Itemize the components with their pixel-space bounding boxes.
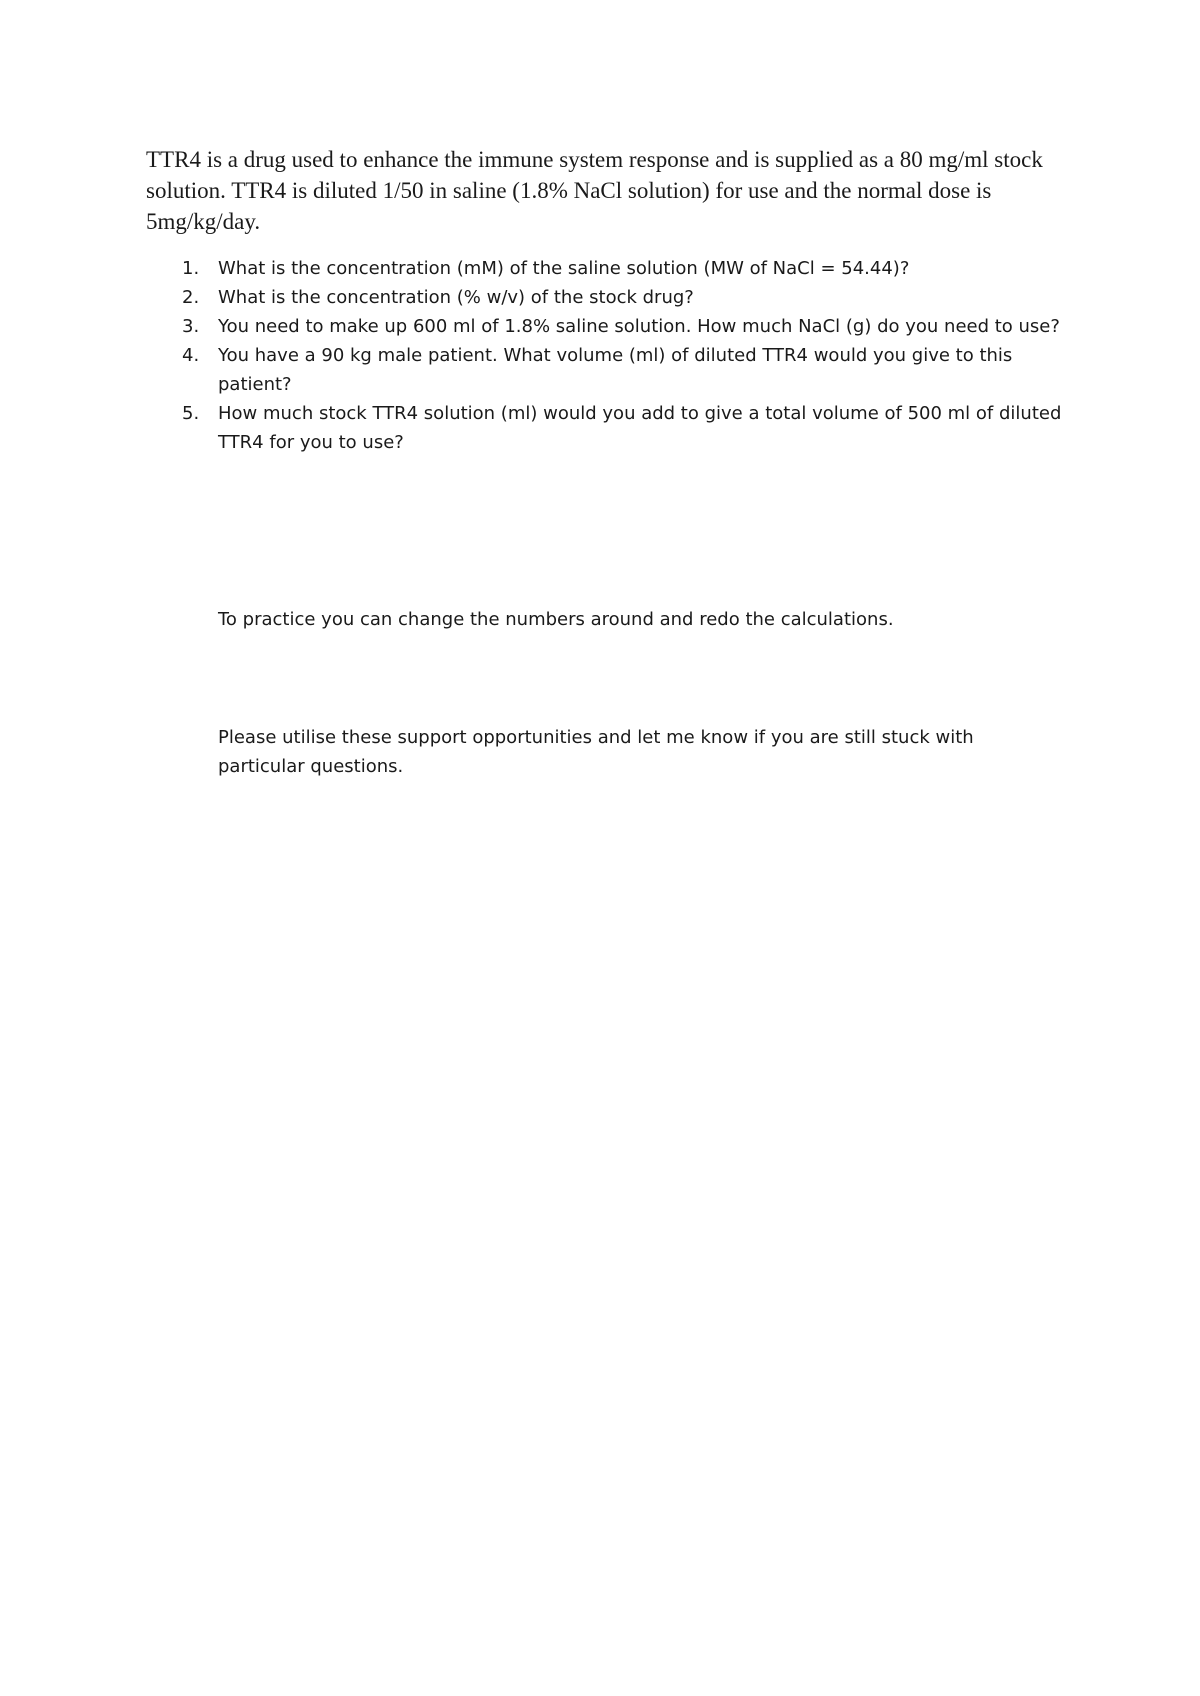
question-item xyxy=(146,399,1086,457)
question-text: You have a 90 kg male patient. What volume (ml) of diluted TTR4 would you give to this patient? xyxy=(218,345,1013,395)
question-text: What is the concentration (% w/v) of the stock drug? xyxy=(218,287,694,308)
intro-paragraph: TTR4 is a drug used to enhance the immune system response and is supplied as a 80 mg/ml stock solution. TTR4 is diluted 1/50 in saline (1.8% NaCl solution) for use and the normal dose is 5mg/kg/day. xyxy=(146,147,1043,234)
question-number: 5. xyxy=(182,403,200,424)
question-number: 4. xyxy=(182,345,200,366)
practice-note: To practice you can change the numbers around and redo the calculations. xyxy=(218,609,894,630)
question-number: 3. xyxy=(182,316,200,337)
question-text: How much stock TTR4 solution (ml) would you add to give a total volume of 500 ml of diluted TTR4 for you to use? xyxy=(218,403,1062,453)
support-note: Please utilise these support opportunities and let me know if you are still stuck with particular questions. xyxy=(218,727,974,777)
question-item xyxy=(146,254,1086,283)
question-item xyxy=(146,312,1086,341)
question-list xyxy=(146,254,1086,457)
question-item xyxy=(146,283,1086,312)
question-text: You need to make up 600 ml of 1.8% saline solution. How much NaCl (g) do you need to use? xyxy=(218,316,1060,337)
question-text: What is the concentration (mM) of the saline solution (MW of NaCl = 54.44)? xyxy=(218,258,910,279)
question-number: 2. xyxy=(182,287,200,308)
question-item xyxy=(146,341,1086,399)
question-number: 1. xyxy=(182,258,200,279)
